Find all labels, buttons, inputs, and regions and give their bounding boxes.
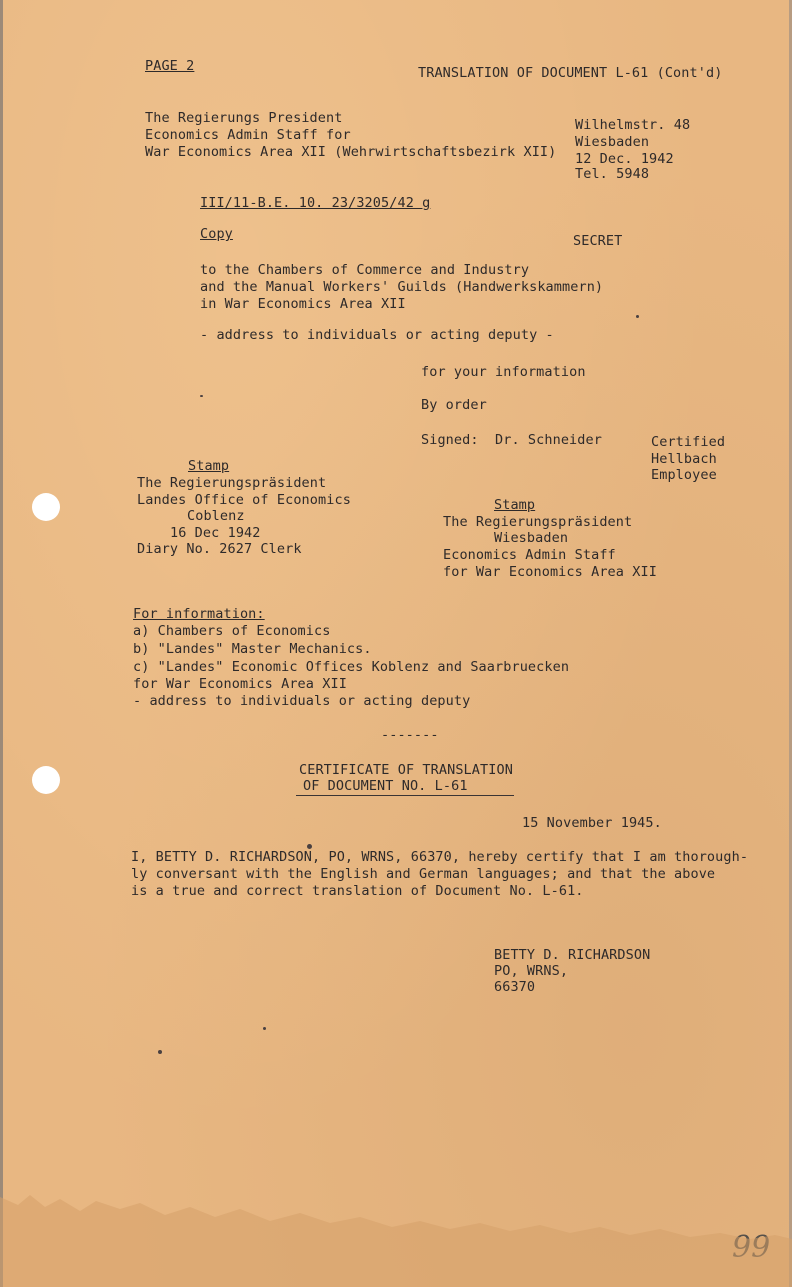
certified-line-1: Certified [651,434,726,450]
signature-name: BETTY D. RICHARDSON [494,947,651,963]
stamp-right-line-4: for War Economics Area XII [443,564,657,580]
certificate-title-line-2: OF DOCUMENT NO. L-61 [303,778,468,794]
signature-number: 66370 [494,979,536,995]
page-left-edge [0,0,3,1287]
ink-speck [263,1027,266,1030]
distribution-address-note: - address to individuals or acting deputy [133,693,471,709]
recipients-line-2: and the Manual Workers' Guilds (Handwerkskammern) [200,279,604,295]
certificate-body-line-2: ly conversant with the English and German languages; and that the above [131,866,716,882]
distribution-heading: For information: [133,606,265,622]
distribution-item: c) "Landes" Economic Offices Koblenz and Saarbruecken [133,659,570,675]
stamp-left-line-1: The Regierungspräsident [137,475,327,491]
stamp-left-title: Stamp [188,458,230,474]
sender-line-2: Economics Admin Staff for [145,127,351,143]
signed-label: Signed: [421,432,479,448]
stamp-right-line-2: Wiesbaden [494,530,569,546]
page-label: PAGE 2 [145,58,195,74]
reference-number: III/11-B.E. 10. 23/3205/42 g [200,195,431,211]
certificate-title-line-1: CERTIFICATE OF TRANSLATION [299,762,513,778]
distribution-area: for War Economics Area XII [133,676,347,692]
stamp-left-line-5: Diary No. 2627 Clerk [137,541,302,557]
stamp-left-line-3: Coblenz [187,508,245,524]
ink-speck [307,844,312,849]
torn-paper-edge [0,1177,792,1287]
signature-rank: PO, WRNS, [494,963,569,979]
address-tel: Tel. 5948 [575,166,650,182]
sender-line-3: War Economics Area XII (Wehrwirtschaftsbezirk XII) [145,144,557,160]
sender-line-1: The Regierungs President [145,110,343,126]
stamp-right-line-3: Economics Admin Staff [443,547,616,563]
address-street: Wilhelmstr. 48 [575,117,691,133]
certified-line-2: Hellbach [651,451,717,467]
recipients-line-1: to the Chambers of Commerce and Industry [200,262,530,278]
stamp-left-line-2: Landes Office of Economics [137,492,351,508]
certificate-body-line-3: is a true and correct translation of Document No. L-61. [131,883,584,899]
punch-hole-bottom [32,766,60,794]
certificate-title-underline [296,795,514,796]
divider: ------- [381,727,439,743]
certified-line-3: Employee [651,467,717,483]
stamp-right-title: Stamp [494,497,536,513]
distribution-item: a) Chambers of Economics [133,623,331,639]
punch-hole-top [32,493,60,521]
signed-name: Dr. Schneider [495,432,602,448]
copy-label: Copy [200,226,233,242]
recipients-line-3: in War Economics Area XII [200,296,406,312]
classification-secret: SECRET [573,233,623,249]
address-note: - address to individuals or acting deputy - [200,327,554,343]
stamp-right-line-1: The Regierungspräsident [443,514,633,530]
distribution-item: b) "Landes" Master Mechanics. [133,641,372,657]
for-your-information: for your information [421,364,586,380]
stamp-left-line-4: 16 Dec 1942 [170,525,261,541]
address-date: 12 Dec. 1942 [575,151,674,167]
ink-speck [200,395,203,397]
ink-speck [158,1050,162,1054]
certificate-body-line-1: I, BETTY D. RICHARDSON, PO, WRNS, 66370, hereby certify that I am thorough- [131,849,749,865]
document-title: TRANSLATION OF DOCUMENT L-61 (Cont'd) [418,65,723,81]
certificate-date: 15 November 1945. [522,815,662,831]
ink-speck [636,315,639,318]
address-city: Wiesbaden [575,134,650,150]
by-order: By order [421,397,487,413]
